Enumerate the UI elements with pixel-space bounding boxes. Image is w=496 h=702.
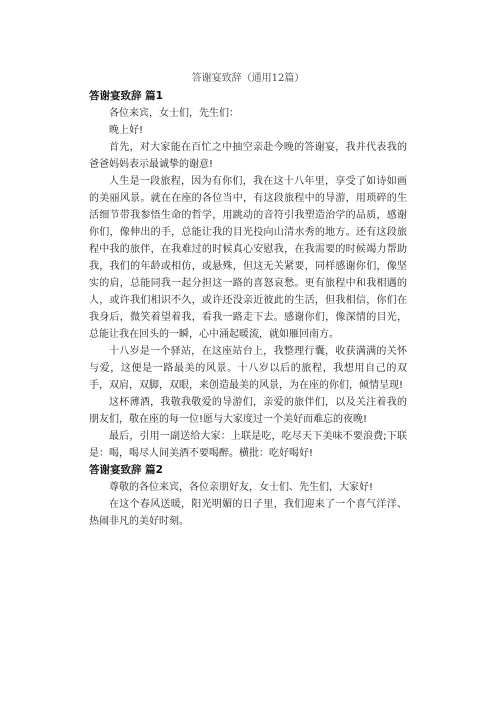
paragraph: 人生是一段旅程，因为有你们，我在这十八年里，享受了如诗如画的美丽风景。就在在座的各位当中，有这段旅程中的导游，用琐碎的生活细节带我参悟生命的哲学，用跳动的音符引我塑造治学的品质，感谢你们，像伸出的手，总能让我的目光投向山清水秀的地方。还有这段旅程中我的旅伴，在我难过的时候真心安慰我，在我需要的时候竭力帮助我，我们的年龄或相仿，或悬殊，但这无关紧要，同样感谢你们，像坚实的肩，总能同我一起分担这一路的喜怒哀愁。更有旅程中和我相遇的人，或许我们相识不久，或许还没亲近彼此的生活，但我相信，你们在我身后，微笑着望着我，看我一路走下去。感谢你们，像深情的目光，总能让我在回头的一瞬，心中涌起暖流，就如雁回南方。 (89, 176, 407, 340)
section-heading-1: 答谢宴致辞 篇1 (89, 90, 163, 102)
paragraph: 最后，引用一副送给大家：上联是吃，吃尽天下美味不要浪费;下联是：喝，喝尽人间美酒不要喝醉。横批：吃好喝好! (89, 431, 407, 459)
paragraph: 尊敬的各位来宾，各位亲朋好友，女士们、先生们，大家好! (109, 482, 374, 493)
section-heading-2: 答谢宴致辞 篇2 (89, 464, 163, 476)
document-title: 答谢宴致辞（通用12篇） (191, 73, 305, 84)
paragraph: 首先，对大家能在百忙之中抽空亲赴今晚的答谢宴，我并代表我的爸爸妈妈表示最诚挚的谢意! (89, 142, 407, 170)
document-body (89, 88, 407, 530)
paragraph: 晚上好! (109, 125, 144, 136)
paragraph: 十八岁是一个驿站，在这座站台上，我整理行囊，收获满满的关怀与爱，这便是一路最美的风景。十八岁以后的旅程，我想用自己的双手，双肩，双脚，双眼，来创造最美的风景，为在座的你们，倾情呈现! (89, 346, 407, 391)
paragraph: 各位来宾，女士们，先生们： (109, 108, 239, 119)
paragraph: 这杯薄酒，我敬我敬爱的导游们，亲爱的旅伴们，以及关注着我的朋友们，敬在座的每一位!愿与大家度过一个美好而难忘的夜晚! (89, 397, 407, 425)
paragraph: 在这个春风送暖，阳光明媚的日子里，我们迎来了一个喜气洋洋、热闹非凡的美好时刻。 (89, 499, 407, 527)
